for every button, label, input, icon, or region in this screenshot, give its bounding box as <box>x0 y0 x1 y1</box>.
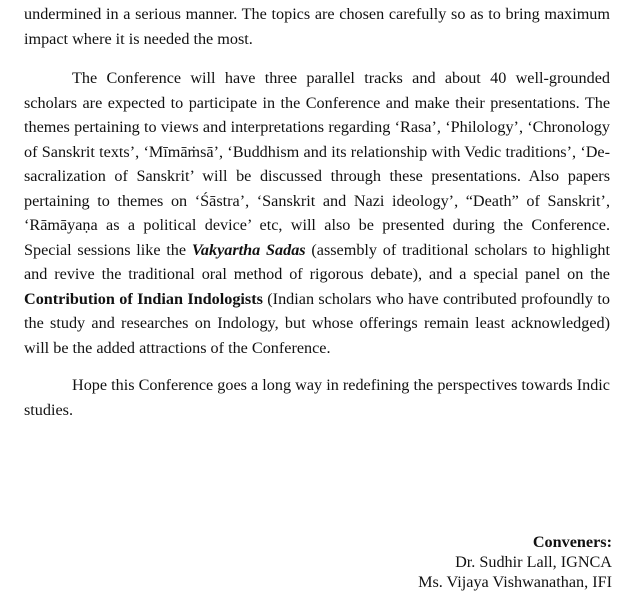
paragraph-conference-tracks <box>24 66 610 360</box>
paragraph-text-part-c: (Indian scholars who have contributed profoundly to the study and researches on Indology, but whose offerings remain least acknowledged) will be the added attractions of the Conference. <box>24 289 610 357</box>
paragraph-intro-continuation: undermined in a serious manner. The topics are chosen carefully so as to bring maximum impact where it is needed the most. <box>24 5 610 48</box>
indian-indologists-emphasis: Contribution of Indian Indologists <box>24 289 263 308</box>
paragraph-closing-hope: Hope this Conference goes a long way in redefining the perspectives towards Indic studies. <box>24 376 610 419</box>
document-body <box>24 2 610 422</box>
convener-1: Dr. Sudhir Lall, IGNCA <box>455 553 612 571</box>
convener-2: Ms. Vijaya Vishwanathan, IFI <box>418 573 612 591</box>
conveners-signature-block <box>418 532 612 592</box>
conveners-heading: Conveners: <box>532 533 612 551</box>
paragraph-text-part-b: (assembly of traditional scholars to highlight and revive the traditional oral method of rigorous debate), and a special panel on the <box>24 240 611 283</box>
vakyartha-sadas-emphasis: Vakyartha Sadas <box>191 240 306 259</box>
paragraph-text-part-a: The Conference will have three parallel tracks and about 40 well-grounded scholars are expected to participate in the Conference and make their presentations. The themes pertaining to views and interpretations regarding ‘Rasa’, ‘Philology’, ‘Chronology of Sanskrit texts’, ‘Mīmāṁsā’, ‘Buddhism and its relationship with Vedic traditions’, ‘De-sacralization of Sanskrit’ will be discussed through these presentations. Also papers pertaining to themes on ‘Śāstra’, ‘Sanskrit and Nazi ideology’, “Death” of Sanskrit’, ‘Rāmāyaṇa as a political device’ etc, will also be presented during the Conference. Special sessions like the <box>24 69 610 259</box>
